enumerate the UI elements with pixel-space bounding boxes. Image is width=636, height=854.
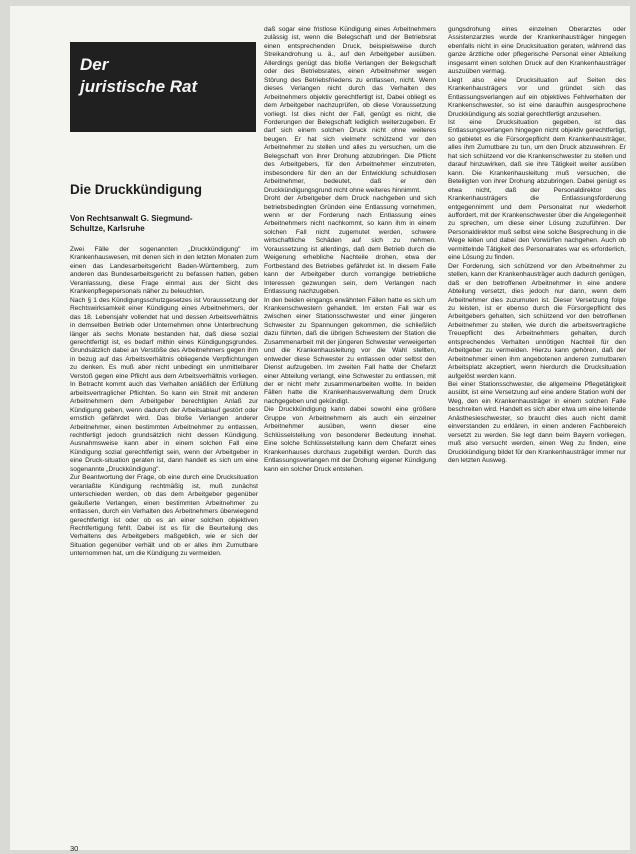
- paragraph: Die Druckkündigung kann dabei sowohl eine größere Gruppe von Arbeitnehmern als auch ein einzelner Arbeitnehmer ausüben, wenn dieser eine Schlüsselstellung von besonderer Bedeutung innehat. Eine solche Schlüsselstellung kann dem Chefarzt eines Krankenhauses durchaus zugebilligt werden. Durch das Entlassungsverlangen mit der Drohung eigener Kündigung kann ein solcher Druck entstehen.: [264, 406, 436, 473]
- article-byline: Von Rechtsanwalt G. Siegmund- Schultze, Karlsruhe: [70, 214, 193, 233]
- page-number: 30: [70, 844, 79, 853]
- paragraph: Droht der Arbeitgeber dem Druck nachgeben und sich betriebsbedingten Gründen eine Entlassung vornehmen, wenn er der Forderung nach Entlassung eines Arbeitnehmers nicht nachkommt, so kann ihm in einem solchen Fall nicht zugemutet werden, schwere wirtschaftliche Schäden auf sich zu nehmen. Voraussetzung ist allerdings, daß dem Betrieb durch die Weigerung erhebliche Nachteile drohen, etwa der Fortbestand des Betriebes gefährdet ist. In diesem Falle kann der Arbeitgeber durch vorrangige betriebliche Interessen gezwungen sein, dem Verlangen nach Entlassung nachzugeben.: [264, 195, 436, 296]
- paragraph: Liegt also eine Drucksituation auf Seiten des Krankenhausträgers vor und gründet sich das Entlassungsverlangen auf ein objektives Fehlverhalten der Krankenschwester, so ist eine daraufhin ausgesprochene Druckkündigung als sozial gerechtfertigt anzusehen.: [448, 76, 626, 118]
- article-title: Die Druckkündigung: [70, 182, 203, 197]
- paragraph: Nach § 1 des Kündigungsschutzgesetzes ist Voraussetzung der Rechtswirksamkeit einer Kündigung eines Arbeitnehmers, der das 18. Lebensjahr vollendet hat und dessen Arbeitsverhältnis in demselben Betrieb oder Unternehmen ohne Unterbrechung länger als sechs Monate bestanden hat, daß diese sozial gerechtfertigt ist, es bedarf mithin eines Kündigungsgrundes. Grundsätzlich dabei an Verstöße des Arbeitnehmers gegen ihm in bezug auf das Arbeitsverhältnis obliegende Verpflichtungen zu denken. Es muß aber nicht unbedingt ein unmittelbarer Verstoß gegen eine Pflicht aus dem Arbeitsverhältnis vorliegen. In Betracht kommt auch das Verhalten anläßlich der Erfüllung arbeitsvertraglicher Pflichten. So kann ein Streit mit anderen Arbeitnehmern dem Arbeitgeber berechtigten Anlaß zur Kündigung geben, wenn dadurch der Arbeitsablauf gestört oder ernstlich gefährdet wird. Das bloße Verlangen anderer Arbeitnehmer, einen bestimmten Arbeitnehmer zu entlassen, rechtfertigt jedoch grundsätzlich nicht dessen Kündigung. Ausnahmsweise kann aber in einem solchen Fall eine Kündigung sozial gerechtfertigt sein, wenn der Arbeitgeber in eine Druck-situation geraten ist, dann handelt es sich um eine sogenannte „Druckkündigung".: [70, 296, 258, 473]
- text-column-1: [70, 246, 258, 836]
- text-column-3: [448, 26, 626, 766]
- magazine-page: [10, 6, 630, 853]
- paragraph: daß sogar eine fristlose Kündigung eines Arbeitnehmers zulässig ist, wenn die Belegschaft und der Betriebsrat einen entsprechenden Druck, beispielsweise durch Streikandrohung u. ä., auf den Arbeitgeber ausüben. Allerdings genügt das bloße Verlangen der Belegschaft oder des Betriebsrates, einen Arbeitnehmer wegen Störung des Betriebsfriedens zu entlassen, nicht. Wenn dieses Verlangen nicht durch das Verhalten des Arbeitnehmers objektiv gerechtfertigt ist, Dabei obliegt es dem Arbeitgeber nachzuprüfen, ob diese Voraussetzung vorliegt. Ist dies nicht der Fall, genügt es nicht, die Forderungen der Belegschaft lediglich weiterzugeben. Er darf sich einem solchen Druck nicht ohne weiteres beugen. Er hat sich vielmehr schützend vor den Arbeitnehmer zu stellen und alles zu versuchen, um die Belegschaft von ihrer Drohung abzubringen. Die Pflicht des Arbeitgebers, für den Arbeitnehmer einzutreten, insbesondere für den an der Entwicklung schuldlosen Arbeitnehmer, bedeutet, daß er den Druckkündigungsgrund nicht ohne weiteres hinnimmt.: [264, 26, 436, 194]
- paragraph: gungsdrohung eines einzelnen Oberarztes oder Assistenzarztes wurde der Krankenhausträger hingegen ebenfalls nicht in eine Drucksituation geraten, während das ganze ärztliche oder pflegerische Personal einer Abteilung insgesamt einen solchen Druck auf den Krankenhausträger auszuüben vermag.: [448, 26, 626, 76]
- text-column-2: [264, 26, 436, 842]
- paragraph: Zwei Fälle der sogenannten „Druckkündigung" im Krankenhauswesen, mit denen sich in den letzten Monaten zum einen das Landesarbeitsgericht Baden-Württemberg, zum anderen das Bundesarbeitsgericht zu befassen hatten, geben Veranlassung, diese Frage einmal aus der Sicht des Krankenpflegepersonals näher zu beleuchten.: [70, 246, 258, 296]
- paragraph: Zur Beantwortung der Frage, ob eine durch eine Drucksituation veranlaßte Kündigung rechtmäßig ist, muß zunächst unterschieden werden, ob das dem Arbeitgeber gegenüber geäußerte Verlangen, einen bestimmten Arbeitnehmer zu entlassen, durch ein Verhalten des Arbeitnehmers überwiegend gerechtfertigt ist oder ob es an einer solchen objektiven Rechtfertigung fehlt. Dabei ist es für die Beurteilung des Verhaltens des Arbeitgebers maßgeblich, wie er sich der Situation gegenüber verhält und ob er alles ihm Zumutbare unternommen hat, um die Kündigung zu vermeiden.: [70, 474, 258, 558]
- paragraph: Ist eine Drucksituation gegeben, ist das Entlassungsverlangen hingegen nicht objektiv gerechtfertigt, so gebietet es die Fürsorgepflicht dem Krankenhausträger, alles ihm Zumutbare zu tun, um den Druck abzuwehren. Er hat sich schützend vor die Krankenschwester zu stellen und darauf hinzuwirken, daß sie ihre Tätigkeit weiter ausüben kann. Die Krankenhausleitung muß versuchen, die Beteiligten von ihrer Drohung abzubringen. Dabei genügt es etwa nicht, daß der Personaldirektor des Krankenhausträgers die Entlassungsforderung entgegennimmt und dem Personalrat nur wiederholt auffordert, mit der Krankenschwester über die Angelegenheit zu sprechen, um diese einer Lösung zuzuführen. Der Personaldirektor muß selbst eine solche Besprechung in die Wege leiten und dabei den Vorwürfen nachgehen. Auch ob vermittelnde Tätigkeit des Personalrates war es erforderlich, eine Lösung zu finden.: [448, 118, 626, 262]
- paragraph: Bei einer Stationsschwester, die allgemeine Pflegetätigkeit ausübt, ist eine Versetzung auf eine andere Station wohl der Weg, den ein Krankenhausträger in einem solchen Falle beschreiten wird. Handelt es sich aber etwa um eine leitende Anästhesieschwester, so braucht dies auch nicht damit einverstanden zu erklären, in einen anderen Fachbereich versetzt zu werden. Sie legt dann beim Bayern vorliegen, muß also versucht werden, einen Weg zu finden, eine Druckkündigung bildet für den Krankenhausträger immer nur den letzten Ausweg.: [448, 381, 626, 465]
- section-header-box: [70, 42, 256, 132]
- section-title: Der juristische Rat: [80, 55, 198, 96]
- paragraph: In den beiden eingangs erwähnten Fällen hatte es sich um Krankenschwestern gehandelt. Im ersten Fall war es zwischen einer Stationsschwester und einer jüngeren Schwester zu Spannungen gekommen, die schließlich dazu führten, daß die übrigen Schwestern der Station die Zusammenarbeit mit der jüngeren Schwester verweigerten und die Krankenhausleitung vor die Wahl stellten, entweder diese Schwester zu entlassen oder selbst den Dienst aufzugeben. Im zweiten Fall hatte der Chefarzt einer Abteilung verlangt, eine Schwester zu entlassen, mit der er nicht mehr zusammenarbeiten wollte. In beiden Fällen hatte die Krankenhausverwaltung dem Druck nachgegeben und gekündigt.: [264, 296, 436, 405]
- paragraph: Der Forderung, sich schützend vor den Arbeitnehmer zu stellen, kann der Krankenhausträger auch dadurch genügen, daß er den betroffenen Arbeitnehmer in eine andere Abteilung versetzt, dies jedoch nur dann, wenn dem Arbeitnehmer dies zuzumuten ist. Dieser Versetzung folge zu leisten, ist er ebenso durch die Fürsorgepflicht des Arbeitgebers gehalten, sich schützend vor den betroffenen Arbeitnehmer zu stellen, wie durch die arbeitsvertragliche Treuepflicht des Arbeitnehmers gehalten, durch entsprechendes Verhalten unnötigen Nachteil für den Arbeitgeber zu vermeiden. Hierzu kann gehören, daß der Arbeitnehmer einen ihm angebotenen anderen zumutbaren Arbeitsplatz akzeptiert, wenn hierdurch die Drucksituation aufgelöst werden kann.: [448, 262, 626, 380]
